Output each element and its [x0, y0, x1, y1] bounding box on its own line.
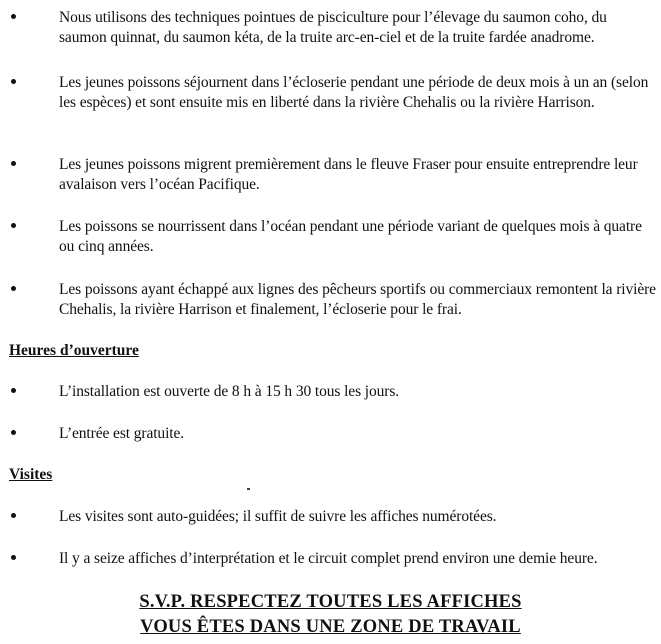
bullet-icon	[11, 14, 16, 19]
bullet-text: Les jeunes poissons séjournent dans l’écloserie pendant une période de deux mois à un an (selon les espèces) et sont ensuite mis en liberté dans la rivière Chehalis ou la rivière Harrison.	[59, 74, 649, 111]
bullet-text: L’entrée est gratuite.	[59, 425, 185, 442]
bullet-icon	[11, 79, 16, 84]
bullet-icon	[11, 161, 16, 166]
notice-line-2: VOUS ÊTES DANS UNE ZONE DE TRAVAIL	[140, 617, 521, 637]
bullet-icon	[11, 223, 16, 228]
bullet-icon	[11, 513, 16, 518]
bullet-icon	[11, 286, 16, 291]
bullet-text: Les poissons ayant échappé aux lignes des pêcheurs sportifs ou commerciaux remontent la rivière Chehalis, la rivière Harrison et finalement, l’écloserie pour le frai.	[59, 281, 656, 318]
bullet-text: Les jeunes poissons migrent premièrement dans le fleuve Fraser pour ensuite entreprendre leur avalaison vers l’océan Pacifique.	[59, 156, 638, 193]
bullet-text: Les poissons se nourrissent dans l’océan pendant une période variant de quelques mois à quatre ou cinq années.	[59, 218, 642, 255]
bullet-text: Les visites sont auto-guidées; il suffit de suivre les affiches numérotées.	[59, 508, 497, 525]
bullet-icon	[11, 555, 16, 560]
scan-speck	[247, 488, 250, 490]
section-heading-hours: Heures d’ouverture	[9, 342, 139, 359]
section-heading-visits: Visites	[9, 466, 53, 483]
bullet-icon	[11, 430, 16, 435]
notice-line-1: S.V.P. RESPECTEZ TOUTES LES AFFICHES	[139, 592, 522, 612]
bullet-text: L’installation est ouverte de 8 h à 15 h 30 tous les jours.	[59, 383, 400, 400]
bullet-text: Il y a seize affiches d’interprétation et le circuit complet prend environ une demie heure.	[59, 550, 598, 567]
bullet-icon	[11, 388, 16, 393]
bullet-text: Nous utilisons des techniques pointues de pisciculture pour l’élevage du saumon coho, du saumon quinnat, du saumon kéta, de la truite arc-en-ciel et de la truite fardée anadrome.	[59, 9, 607, 46]
